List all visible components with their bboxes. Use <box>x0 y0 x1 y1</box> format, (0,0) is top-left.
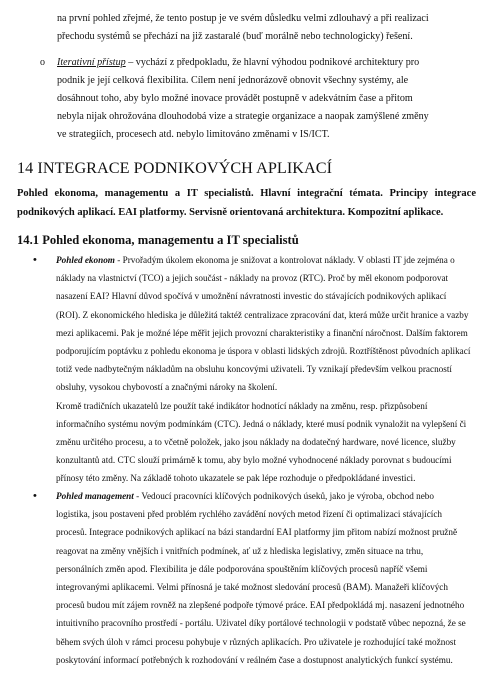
text-line: totiž vede nadbytečným nákladům na obsluhu koncovými uživateli. Ty vznikají především velkou pracností <box>56 364 452 375</box>
text-line: podnik je její celková flexibilita. Cílem není jednorázově obnovit všechny systémy, ale <box>57 75 409 86</box>
text-line: na první pohled zřejmé, že tento postup je ve svém důsledku velmi zdlouhavý a při realizaci <box>57 13 429 24</box>
text-line: intuitivního pracovního prostředí - portálu. Uživatel díky portálové technologii v podstatě vůbec nepozná, že se <box>56 618 466 629</box>
text-line: Kromě tradičních ukazatelů lze použít také indikátor hodnotící náklady na změnu, resp. přizpůsobení <box>56 400 428 411</box>
text-line: - Prvořadým úkolem ekonoma je snižovat a kontrolovat náklady. V oblasti IT jde zejména o <box>114 255 455 265</box>
text-line: reagovat na změny vnějších i vnitřních podmínek, ať už z hlediska legislativy, změn situace na trhu, <box>56 545 424 556</box>
text-line: procesů. Integrace podnikových aplikací na bázi standardní EAI platformy jim přitom nabízí možnost pružně <box>56 527 458 538</box>
term-iterative-approach: Iterativní přístup <box>57 57 126 68</box>
text-line: logistika, jsou postaveni před problém rychlého zavádění nových metod řízení či optimalizaci stávajících <box>56 509 443 520</box>
list-bullet-dot: • <box>33 490 37 502</box>
text-line: konzultantů atd. CTC slouží primárně k tomu, aby bylo možné vyhodnocené náklady porovnat s budoucími <box>56 455 452 466</box>
text-line: podporujícím poptávku z pohledu ekonoma je úspora v oblasti lidských zdrojů. Roztříštěnost původních aplikací <box>56 346 471 357</box>
text-line: přechodu systémů se přechází na již zastaralé (buď morálně nebo technologicky) řešení. <box>57 31 413 42</box>
chapter-intro: Pohled ekonoma, managementu a IT specialistů. Hlavní integrační témata. Principy integrace podnikových aplikací. EAI platformy. Servisně orientovaná architektura. Kompozitní aplikace. <box>17 188 476 218</box>
section-heading: 14.1 Pohled ekonoma, managementu a IT specialistů <box>17 233 299 247</box>
text-line: mezi aplikacemi. Pak je možné lépe měřit jejich provozní charakteristiky a finanční náročnost. Dalším faktorem <box>56 327 468 338</box>
text-line: obsluhy, vysokou chybovostí a značnými nároky na školení. <box>56 382 278 393</box>
term-management-view: Pohled management <box>56 491 134 501</box>
text-line: nebyla nijak ohrožována dlouhodobá vize a strategie organizace a naopak zamýšlené změny <box>57 111 429 122</box>
iterative-approach-paragraph <box>57 54 477 144</box>
list-bullet-dot: • <box>33 254 37 266</box>
text-line: personálních změn apod. Flexibilita je dále podporována spouštěním klíčových procesů napříč všemi <box>56 563 428 574</box>
text-line: integrovanými aplikacemi. Velmi přínosná je také možnost sledování procesů (BAM). Manažeři klíčových <box>56 582 448 593</box>
management-view-paragraph <box>56 487 476 669</box>
text-line: dosáhnout toho, aby bylo možné inovace provádět postupně v adekvátním čase a přitom <box>57 93 413 104</box>
text-line: – vychází z předpokladu, že hlavní výhodou podnikové architektury pro <box>125 57 420 68</box>
continuation-paragraph <box>57 10 477 46</box>
text-line: poskytování informací potřebných k rozhodování v reálném čase a dostupnost analytických funkcí systému. <box>56 654 453 665</box>
text-line: změnu určitého procesu, a to včetně položek, jako jsou náklady na dodatečný hardware, nové licence, služby <box>56 437 456 448</box>
text-line: procesů budou mít zájem rovněž na zlepšené podpoře týmové práce. EAI předpokládá mj. nasazení jednotného <box>56 600 465 611</box>
text-line: náklady na vlastnictví (TCO) a jejich součást - náklady na provoz (RTC). Proč by měl ekonom podporovat <box>56 273 449 284</box>
list-bullet-circle: o <box>40 57 45 68</box>
economist-view-paragraph <box>56 251 476 488</box>
chapter-heading: 14 INTEGRACE PODNIKOVÝCH APLIKACÍ <box>17 159 333 177</box>
text-line: - Vedoucí pracovníci klíčových podnikových úseků, jako je výroba, obchod nebo <box>133 491 434 501</box>
text-line: informačního systému novým podmínkám (CTC). Jedná o náklady, které musí podnik vynaložit na vylepšení či <box>56 418 467 429</box>
text-line: nasazení EAI? Hlavní důvod spočívá v umožnění návratnosti investic do stávajících podnikových aplikací <box>56 291 447 302</box>
term-economist-view: Pohled ekonom <box>56 255 115 265</box>
text-line: přínosy této změny. Na základě tohoto ukazatele se pak lépe rozhoduje o předpokládané investici. <box>56 473 416 484</box>
text-line: během svých úloh v rámci procesu pohybuje v různých aplikacích. Pro uživatele je rozhodující také možnost <box>56 636 457 647</box>
text-line: ve strategiích, procesech atd. nebylo limitováno změnami v IS/ICT. <box>57 129 330 140</box>
text-line: (ROI). Z ekonomického hlediska je důležitá taktéž centralizace zpracování dat, která může určit hranice a vazby <box>56 309 469 320</box>
